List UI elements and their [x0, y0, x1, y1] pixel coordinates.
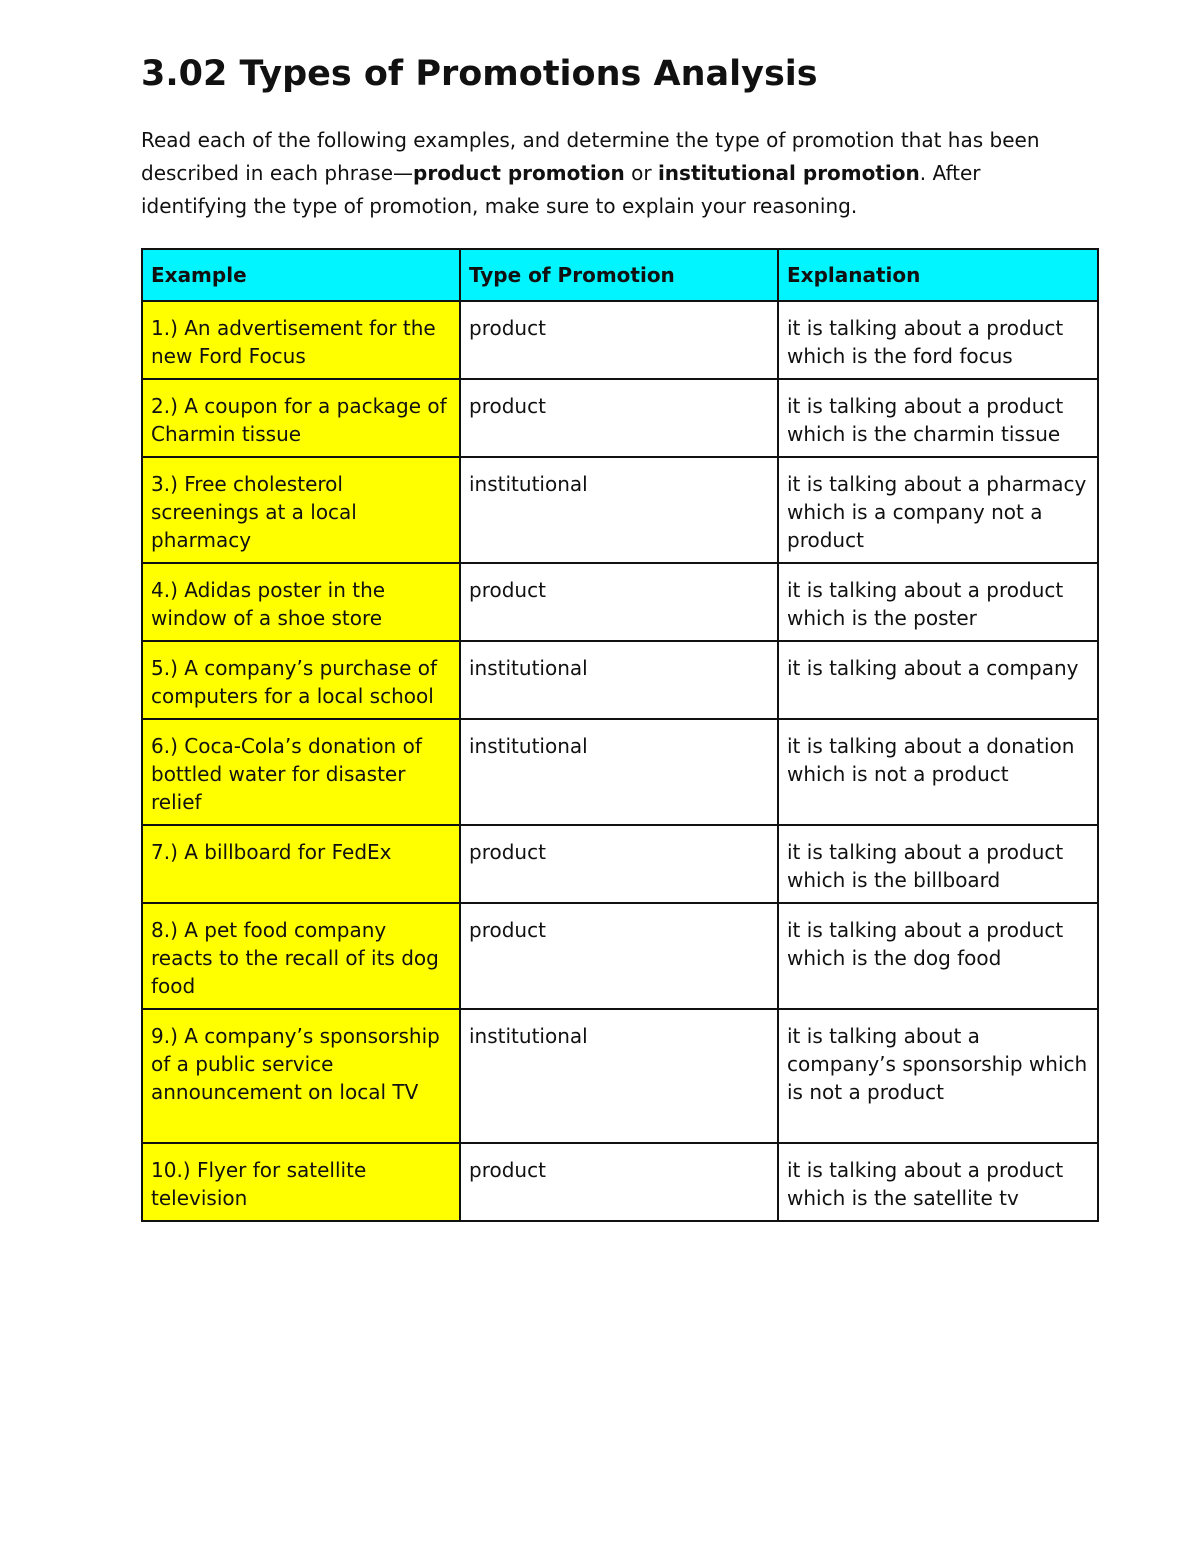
- explanation-cell: it is talking about a donation which is not a product: [778, 719, 1098, 825]
- table-row: [142, 379, 1098, 457]
- example-cell: 3.) Free cholesterol screenings at a local pharmacy: [142, 457, 460, 563]
- table-row: [142, 457, 1098, 563]
- promotions-table: [141, 248, 1099, 1222]
- type-cell: product: [460, 903, 778, 1009]
- type-cell: institutional: [460, 457, 778, 563]
- example-cell: 6.) Coca-Cola’s donation of bottled water for disaster relief: [142, 719, 460, 825]
- explanation-cell: it is talking about a company: [778, 641, 1098, 719]
- intro-bold-institutional: institutional promotion: [657, 161, 920, 185]
- intro-text-2: or: [624, 161, 658, 185]
- explanation-cell: it is talking about a product which is the ford focus: [778, 301, 1098, 379]
- example-cell: 10.) Flyer for satellite television: [142, 1143, 460, 1221]
- explanation-cell: it is talking about a product which is the poster: [778, 563, 1098, 641]
- table-row: [142, 301, 1098, 379]
- type-cell: product: [460, 563, 778, 641]
- explanation-cell: it is talking about a pharmacy which is a company not a product: [778, 457, 1098, 563]
- intro-text-1: Read each of the following examples, and determine the type of promotion that has been described in each phrase—: [141, 128, 1040, 185]
- explanation-cell: it is talking about a product which is the charmin tissue: [778, 379, 1098, 457]
- table-row: [142, 825, 1098, 903]
- header-type-of-promotion: Type of Promotion: [460, 249, 778, 301]
- type-cell: institutional: [460, 641, 778, 719]
- document-page: [141, 50, 1097, 1210]
- table-row: [142, 719, 1098, 825]
- example-cell: 2.) A coupon for a package of Charmin tissue: [142, 379, 460, 457]
- example-cell: 4.) Adidas poster in the window of a shoe store: [142, 563, 460, 641]
- explanation-cell: it is talking about a product which is the billboard: [778, 825, 1098, 903]
- table-row: [142, 903, 1098, 1009]
- example-cell: 7.) A billboard for FedEx: [142, 825, 460, 903]
- explanation-cell: it is talking about a product which is the dog food: [778, 903, 1098, 1009]
- table-row: [142, 563, 1098, 641]
- header-explanation: Explanation: [778, 249, 1098, 301]
- type-cell: product: [460, 1143, 778, 1221]
- table-row: [142, 1143, 1098, 1221]
- instructions-paragraph: [141, 124, 1091, 223]
- intro-text-3: . After identifying the type of promotion, make sure to explain your reasoning.: [141, 161, 981, 218]
- table-header-row: [142, 249, 1098, 301]
- type-cell: product: [460, 379, 778, 457]
- example-cell: 1.) An advertisement for the new Ford Focus: [142, 301, 460, 379]
- type-cell: product: [460, 301, 778, 379]
- example-cell: 9.) A company’s sponsorship of a public service announcement on local TV: [142, 1009, 460, 1143]
- example-cell: 5.) A company’s purchase of computers for a local school: [142, 641, 460, 719]
- explanation-cell: it is talking about a company’s sponsorship which is not a product: [778, 1009, 1098, 1143]
- explanation-cell: it is talking about a product which is the satellite tv: [778, 1143, 1098, 1221]
- type-cell: product: [460, 825, 778, 903]
- example-cell: 8.) A pet food company reacts to the recall of its dog food: [142, 903, 460, 1009]
- page-title: 3.02 Types of Promotions Analysis: [141, 54, 818, 94]
- type-cell: institutional: [460, 1009, 778, 1143]
- table-row: [142, 641, 1098, 719]
- header-example: Example: [142, 249, 460, 301]
- intro-bold-product: product promotion: [413, 161, 625, 185]
- table-row: [142, 1009, 1098, 1143]
- type-cell: institutional: [460, 719, 778, 825]
